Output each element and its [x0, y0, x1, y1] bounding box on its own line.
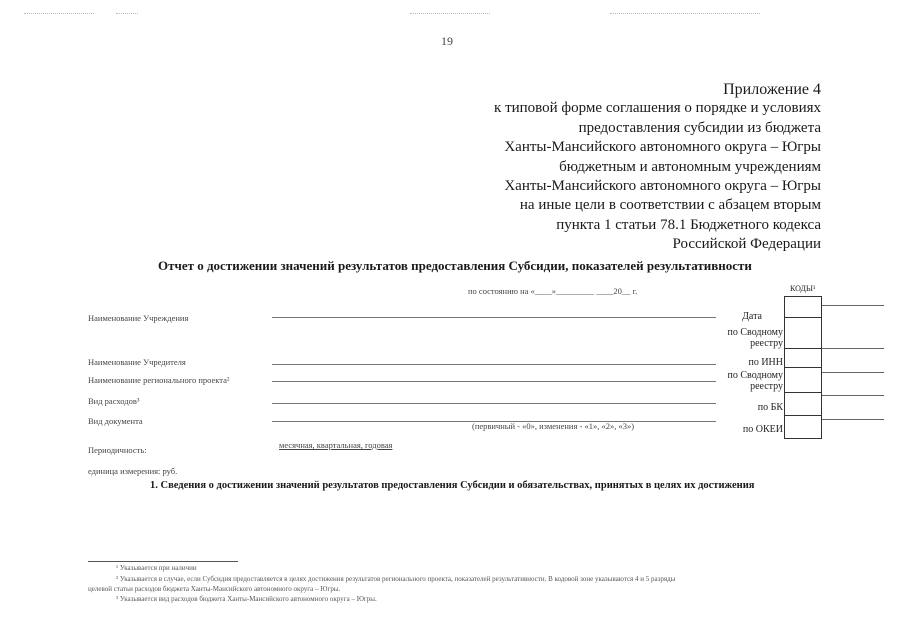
codes-extension-line	[822, 348, 884, 349]
footnote-1: ¹ Указывается при наличии	[116, 564, 197, 572]
appendix-line: на иные цели в соответствии с абзацем вторым	[519, 197, 821, 214]
appendix-line: пункта 1 статьи 78.1 Бюджетного кодекса	[556, 216, 821, 233]
footnote-2: ² Указывается в случае, если Субсидия предоставляется в целях достижения результатов регионального проекта, показателей результативности. В кодовой зоне указываются 4 и 5 разряды	[116, 575, 676, 583]
field-line-expense-type[interactable]	[272, 403, 716, 404]
code-cell-date[interactable]	[785, 297, 822, 318]
page-number: 19	[441, 34, 453, 48]
code-cell-registry-2[interactable]	[785, 368, 822, 393]
codes-extension-line	[822, 395, 884, 396]
code-label-registry-1: по Сводному реестру	[727, 327, 783, 349]
field-label-document-type: Вид документа	[88, 416, 143, 426]
field-label-periodicity: Периодичность:	[88, 445, 147, 455]
footnote-2-cont: целевой статьи расходов бюджета Ханты-Мансийского автономного округа – Югры.	[88, 585, 341, 593]
codes-extension-line	[822, 305, 884, 306]
code-label-okei: по ОКЕИ	[742, 424, 783, 435]
section-1-heading: 1. Сведения о достижении значений результатов предоставления Субсидии и обязательствах, принятых в целях их достижения	[150, 480, 755, 491]
document-type-hint: (первичный - «0», изменения - «1», «2», «3»)	[472, 421, 635, 431]
code-cell-okei[interactable]	[785, 416, 822, 439]
field-line-regional-project[interactable]	[272, 381, 716, 382]
appendix-line: к типовой форме соглашения о порядке и условиях	[494, 100, 821, 117]
codes-table	[784, 296, 822, 439]
appendix-line: бюджетным и автономным учреждениям	[559, 158, 821, 175]
codes-extension-line	[822, 372, 884, 373]
field-line-founder[interactable]	[272, 364, 716, 365]
codes-extension-line	[822, 419, 884, 420]
code-cell-registry-1[interactable]	[785, 318, 822, 349]
scan-speck	[610, 12, 760, 14]
code-label-bk: по БК	[757, 402, 783, 413]
field-label-institution: Наименование Учреждения	[88, 313, 189, 323]
as-of-date: по состоянию на «____»_________ ____20__ г.	[468, 286, 638, 296]
appendix-line: Российской Федерации	[672, 236, 821, 253]
field-label-expense-type: Вид расходов³	[88, 396, 140, 406]
unit-of-measure: единица измерения: руб.	[88, 466, 178, 476]
appendix-header	[494, 80, 821, 255]
footnote-3: ³ Указывается вид расходов бюджета Ханты-Мансийского автономного округа – Югры.	[116, 595, 377, 603]
code-label-inn: по ИНН	[748, 357, 783, 368]
appendix-line: Приложение 4	[723, 81, 821, 98]
code-label-registry-2: по Сводному реестру	[727, 370, 783, 392]
report-title: Отчет о достижении значений результатов предоставления Субсидии, показателей результативности	[158, 258, 752, 273]
code-cell-inn[interactable]	[785, 349, 822, 368]
scan-speck	[410, 12, 490, 14]
field-label-regional-project: Наименование регионального проекта²	[88, 375, 230, 385]
periodicity-value: месячная, квартальная, годовая	[279, 440, 393, 450]
appendix-line: предоставления субсидии из бюджета	[578, 119, 821, 136]
code-cell-bk[interactable]	[785, 393, 822, 416]
scan-speck	[24, 12, 94, 14]
scan-speck	[116, 12, 138, 14]
footnote-separator	[88, 561, 238, 562]
appendix-line: Ханты-Мансийского автономного округа – Югры	[504, 178, 821, 195]
field-line-institution[interactable]	[272, 317, 716, 318]
code-label-date: Дата	[742, 311, 762, 322]
codes-header: КОДЫ¹	[790, 284, 816, 293]
field-label-founder: Наименование Учредителя	[88, 357, 186, 367]
appendix-line: Ханты-Мансийского автономного округа – Югры	[504, 139, 821, 156]
